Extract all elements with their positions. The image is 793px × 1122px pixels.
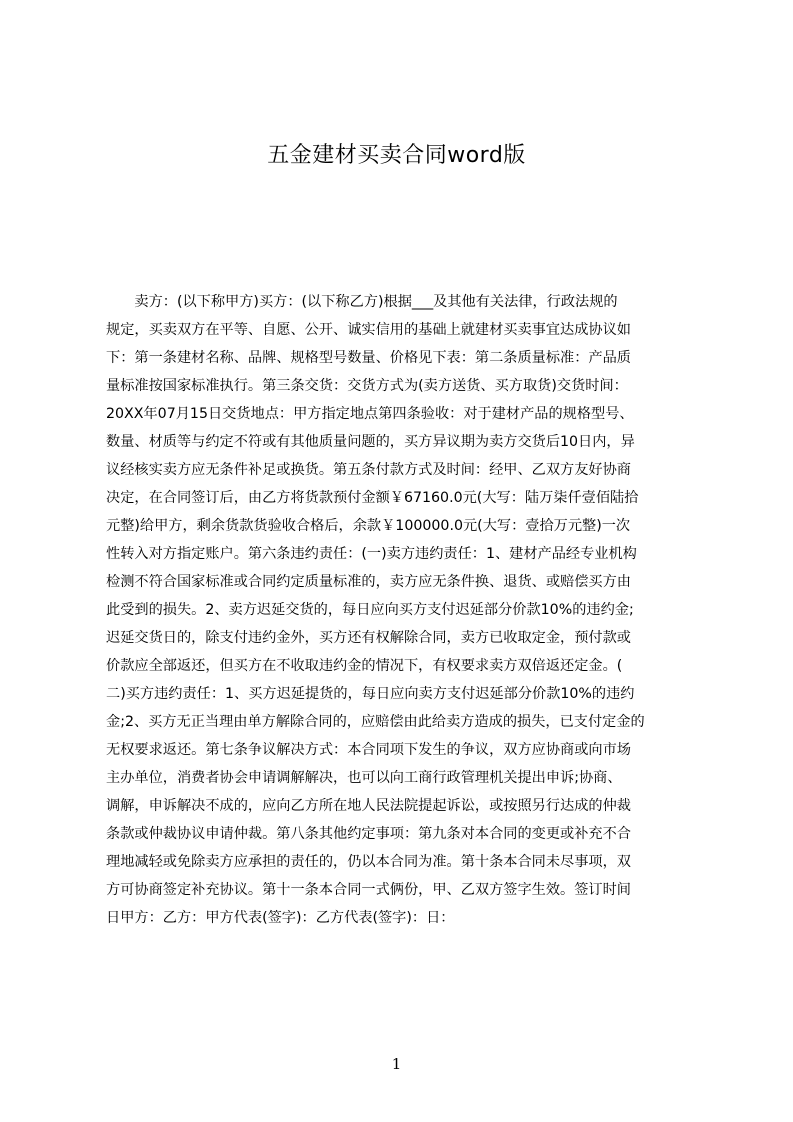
body-line: 此受到的损失。2、卖方迟延交货的，每日应向买方支付迟延部分价款10%的违约金; xyxy=(106,602,634,618)
body-line: 二)买方违约责任：1、买方迟延提货的，每日应向卖方支付迟延部分价款10%的违约 xyxy=(106,686,635,702)
body-line: 20XX年07月15日交货地点：甲方指定地点第四条验收：对于建材产品的规格型号、 xyxy=(106,406,634,422)
body-line: 金;2、买方无正当理由单方解除合同的，应赔偿由此给卖方造成的损失，已支付定金的 xyxy=(106,714,645,730)
body-line: 迟延交货日的，除支付违约金外，买方还有权解除合同，卖方已收取定金，预付款或 xyxy=(106,630,631,646)
body-line: 条款或仲裁协议申请仲裁。第八条其他约定事项：第九条对本合同的变更或补充不合 xyxy=(106,826,631,842)
body-line: 性转入对方指定账户。第六条违约责任：(一)卖方违约责任：1、建材产品经专业机构 xyxy=(106,546,637,562)
body-line: 卖方：(以下称甲方)买方：(以下称乙方)根据___及其他有关法律，行政法规的 xyxy=(106,294,618,310)
body-line: 方可协商签定补充协议。第十一条本合同一式俩份，甲、乙双方签字生效。签订时间 xyxy=(106,882,631,898)
body-line: 日甲方：乙方：甲方代表(签字)：乙方代表(签字)：日： xyxy=(106,910,455,926)
body-line: 元整)给甲方，剩余货款货验收合格后，余款￥100000.0元(大写：壹拾万元整)一次 xyxy=(106,518,631,534)
body-line: 主办单位，消费者协会申请调解解决，也可以向工商行政管理机关提出申诉;协商、 xyxy=(106,770,622,786)
body-line: 下：第一条建材名称、品牌、规格型号数量、价格见下表：第二条质量标准：产品质 xyxy=(106,350,631,366)
document-body xyxy=(106,288,699,932)
body-line: 数量、材质等与约定不符或有其他质量问题的，买方异议期为卖方交货后10日内，异 xyxy=(106,434,635,450)
page-number: 1 xyxy=(391,1055,402,1073)
body-line: 理地减轻或免除卖方应承担的责任的，仍以本合同为准。第十条本合同未尽事项，双 xyxy=(106,854,631,870)
body-line: 价款应全部返还，但买方在不收取违约金的情况下，有权要求卖方双倍返还定金。( xyxy=(106,658,623,674)
body-line: 决定，在合同签订后，由乙方将货款预付金额￥67160.0元(大写：陆万柒仟壹佰陆拾 xyxy=(106,490,639,506)
body-line: 议经核实卖方应无条件补足或换货。第五条付款方式及时间：经甲、乙双方友好协商 xyxy=(106,462,631,478)
document-title: 五金建材买卖合同word版 xyxy=(267,143,526,168)
body-line: 规定，买卖双方在平等、自愿、公开、诚实信用的基础上就建材买卖事宜达成协议如 xyxy=(106,322,631,338)
body-line: 无权要求返还。第七条争议解决方式：本合同项下发生的争议，双方应协商或向市场 xyxy=(106,742,631,758)
body-line: 调解，申诉解决不成的，应向乙方所在地人民法院提起诉讼，或按照另行达成的仲裁 xyxy=(106,798,631,814)
body-line: 量标准按国家标准执行。第三条交货：交货方式为(卖方送货、买方取货)交货时间： xyxy=(106,378,628,394)
body-line: 检测不符合国家标准或合同约定质量标准的，卖方应无条件换、退货、或赔偿买方由 xyxy=(106,574,631,590)
